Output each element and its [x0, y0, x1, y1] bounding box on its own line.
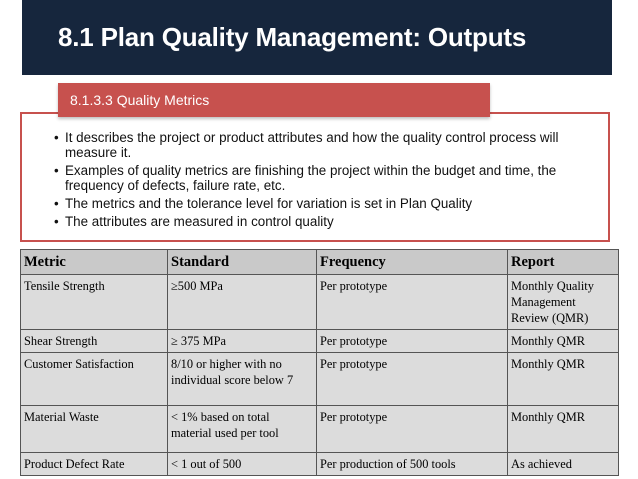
cell-metric: Tensile Strength: [21, 275, 168, 330]
cell-standard: 8/10 or higher with no individual score below 7: [168, 353, 317, 406]
header-metric: Metric: [21, 250, 168, 275]
bullet-item: • The attributes are measured in control quality: [40, 214, 580, 229]
cell-standard: ≥500 MPa: [168, 275, 317, 330]
table-row: [21, 275, 619, 330]
table-row: [21, 330, 619, 353]
cell-frequency: Per prototype: [317, 330, 508, 353]
bullet-item: • The metrics and the tolerance level for variation is set in Plan Quality: [40, 196, 580, 211]
cell-report: As achieved: [508, 453, 619, 476]
header-report: Report: [508, 250, 619, 275]
header-frequency: Frequency: [317, 250, 508, 275]
bullet-list: [40, 130, 580, 232]
section-label: 8.1.3.3 Quality Metrics: [70, 92, 210, 108]
bullet-item: • Examples of quality metrics are finishing the project within the budget and time, the frequency of defects, failure rate, etc.: [40, 163, 580, 193]
cell-metric: Shear Strength: [21, 330, 168, 353]
cell-standard: < 1% based on total material used per tool: [168, 406, 317, 453]
cell-frequency: Per prototype: [317, 353, 508, 406]
cell-frequency: Per production of 500 tools: [317, 453, 508, 476]
slide-title: 8.1 Plan Quality Management: Outputs: [58, 22, 527, 52]
cell-report: Monthly QMR: [508, 406, 619, 453]
cell-report: Monthly QMR: [508, 353, 619, 406]
cell-metric: Customer Satisfaction: [21, 353, 168, 406]
table-row: [21, 453, 619, 476]
cell-standard: ≥ 375 MPa: [168, 330, 317, 353]
cell-standard: < 1 out of 500: [168, 453, 317, 476]
cell-frequency: Per prototype: [317, 406, 508, 453]
cell-metric: Material Waste: [21, 406, 168, 453]
header-standard: Standard: [168, 250, 317, 275]
cell-report: Monthly Quality Management Review (QMR): [508, 275, 619, 330]
quality-metrics-table: [20, 249, 619, 476]
table-row: [21, 406, 619, 453]
slide-title-bar: [22, 0, 612, 75]
cell-metric: Product Defect Rate: [21, 453, 168, 476]
cell-report: Monthly QMR: [508, 330, 619, 353]
table-row: [21, 353, 619, 406]
table-header-row: [21, 250, 619, 275]
section-tab: [58, 83, 490, 117]
bullet-item: • It describes the project or product attributes and how the quality control process will measure it.: [40, 130, 580, 160]
cell-frequency: Per prototype: [317, 275, 508, 330]
